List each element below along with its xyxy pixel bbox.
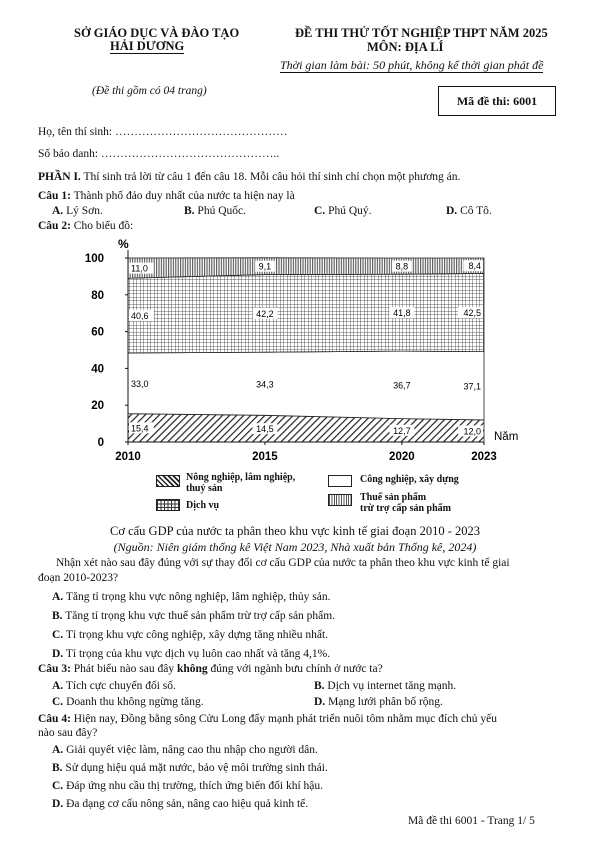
legend-swatch-tax — [328, 494, 352, 506]
data-label: 14,5 — [256, 424, 274, 435]
y-tick-label: 100 — [84, 253, 104, 265]
legend-swatch-services — [156, 499, 180, 511]
exam-code-box — [438, 86, 556, 116]
q4-option-a[interactable]: A. Giải quyết việc làm, nâng cao thu nhập cho người dân. — [52, 744, 318, 756]
x-tick-label: 2020 — [389, 451, 415, 463]
legend-label-industry: Công nghiệp, xây dựng — [360, 474, 459, 485]
legend-label-services: Dịch vụ — [186, 500, 220, 511]
q3-option-c[interactable]: C. Doanh thu không ngừng tăng. — [52, 696, 204, 708]
data-label: 11,0 — [131, 263, 148, 274]
chart-source: (Nguồn: Niên giám thống kê Việt Nam 2023, Nhà xuất bản Thống kê, 2024) — [113, 540, 477, 554]
data-label: 34,3 — [256, 379, 274, 390]
q3-stem: Câu 3: Phát biểu nào sau đây không đúng với ngành bưu chính ở nước ta? — [38, 663, 383, 675]
chart-caption: Cơ cấu GDP của nước ta phân theo khu vực kinh tế giai đoạn 2010 - 2023 — [110, 524, 480, 538]
q1-option-c[interactable]: C. Phú Quý. — [314, 205, 372, 217]
candidate-id-line: Số báo danh: ……………………………………….. — [38, 148, 280, 160]
q1-option-b[interactable]: B. Phú Quốc. — [184, 205, 246, 217]
y-tick-label: 80 — [91, 289, 104, 302]
q2-option-a[interactable]: A. Tăng tỉ trọng khu vực nông nghiệp, lâm nghiệp, thủy sản. — [52, 591, 331, 603]
x-tick-label: 2023 — [471, 451, 497, 463]
data-label: 33,0 — [131, 378, 149, 389]
area-series-2 — [128, 273, 484, 352]
pages-note: (Đề thi gồm có 04 trang) — [92, 85, 207, 97]
part1-title: PHẦN I. — [38, 171, 81, 183]
part1-heading — [38, 171, 460, 183]
page-footer: Mã đề thi 6001 - Trang 1/ 5 — [408, 815, 535, 827]
header-department: SỞ GIÁO DỤC VÀ ĐÀO TẠO — [74, 26, 240, 40]
y-tick-label: 0 — [97, 437, 104, 449]
y-tick-label: 20 — [91, 400, 104, 413]
header-exam-title: ĐỀ THI THỬ TỐT NGHIỆP THPT NĂM 2025 — [295, 26, 548, 40]
data-label: 41,8 — [393, 308, 411, 319]
header-time: Thời gian làm bài: 50 phút, không kể thời gian phát đề — [280, 58, 544, 72]
q2-option-d[interactable]: D. Tỉ trọng của khu vực dịch vụ luôn cao nhất và tăng 4,1%. — [52, 648, 331, 660]
q3-label: Câu 3: — [38, 663, 71, 675]
data-label: 42,2 — [256, 308, 274, 319]
data-label: 9,1 — [258, 261, 272, 272]
q4-stem-line1: Câu 4: Hiện nay, Đồng bằng sông Cửu Long đẩy mạnh phát triển nuôi tôm nhằm mục đích chủ yếu — [38, 713, 498, 725]
q2-label: Câu 2: — [38, 220, 71, 232]
q2-question-line1: Nhận xét nào sau đây đúng với sự thay đổi cơ cấu GDP của nước ta phân theo khu vực kinh tế giai — [56, 557, 510, 569]
data-label: 36,7 — [393, 380, 411, 391]
q4-option-b[interactable]: B. Sử dụng hiệu quả mặt nước, bảo vệ môi trường sinh thái. — [52, 762, 328, 774]
data-label: 8,4 — [468, 261, 481, 272]
x-tick-label: 2015 — [252, 451, 278, 463]
q1-option-a[interactable]: A. Lý Sơn. — [52, 205, 103, 217]
q3-option-b[interactable]: B. Dịch vụ internet tăng mạnh. — [314, 680, 457, 692]
q4-label: Câu 4: — [38, 713, 71, 725]
data-label: 37,1 — [463, 381, 481, 392]
data-label: 12,0 — [463, 426, 481, 437]
candidate-name-line: Họ, tên thí sinh: ……………………………………… — [38, 126, 288, 138]
legend-label-tax: Thuế sản phẩm trừ trợ cấp sản phẩm — [360, 492, 451, 514]
q1-option-d[interactable]: D. Cô Tô. — [446, 205, 492, 217]
q1-stem — [38, 190, 295, 202]
part1-instruction: Thí sinh trả lời từ câu 1 đến câu 18. Mỗi câu hỏi thí sinh chỉ chọn một phương án. — [80, 171, 461, 183]
area-series-1 — [128, 351, 484, 420]
y-axis-unit: % — [118, 237, 129, 251]
q2-question-line2: đoạn 2010-2023? — [38, 572, 119, 584]
q4-option-c[interactable]: C. Đáp ứng nhu cầu thị trường, thích ứng biến đổi khí hậu. — [52, 780, 324, 792]
q4-option-d[interactable]: D. Đa dạng cơ cấu nông sản, nâng cao hiệu quả kinh tế. — [52, 798, 309, 810]
y-tick-label: 60 — [91, 326, 104, 339]
data-label: 42,5 — [463, 308, 481, 319]
data-label: 12,7 — [393, 425, 411, 436]
q2-text: Cho biểu đồ: — [70, 220, 134, 232]
legend-swatch-industry — [328, 475, 352, 487]
header-province: HẢI DƯƠNG — [110, 39, 185, 53]
q3-option-a[interactable]: A. Tích cực chuyển đổi số. — [52, 680, 176, 692]
header-subject: MÔN: ĐỊA LÍ — [367, 40, 444, 54]
q4-stem-line2: nào sau đây? — [38, 727, 98, 739]
x-axis-unit: Năm — [494, 431, 519, 443]
legend-label-agriculture: Nông nghiệp, lâm nghiệp, thuỷ sản — [186, 472, 296, 494]
exam-code: Mã đề thi: 6001 — [456, 93, 538, 108]
data-label: 15,4 — [131, 423, 149, 434]
q2-option-b[interactable]: B. Tăng tỉ trọng khu vực thuế sản phẩm trừ trợ cấp sản phẩm. — [52, 610, 336, 622]
y-tick-label: 40 — [91, 363, 104, 376]
legend-swatch-agriculture — [156, 475, 180, 487]
q1-text: Thành phố đảo duy nhất của nước ta hiện nay là — [70, 190, 295, 202]
q3-option-d[interactable]: D. Mạng lưới phân bố rộng. — [314, 696, 443, 708]
x-tick-label: 2010 — [115, 451, 141, 463]
data-label: 40,6 — [131, 311, 149, 322]
q2-option-c[interactable]: C. Tỉ trọng khu vực công nghiệp, xây dựng tăng nhiều nhất. — [52, 629, 329, 641]
q1-label: Câu 1: — [38, 190, 71, 202]
data-label: 8,8 — [395, 261, 409, 272]
q2-stem — [38, 220, 133, 232]
